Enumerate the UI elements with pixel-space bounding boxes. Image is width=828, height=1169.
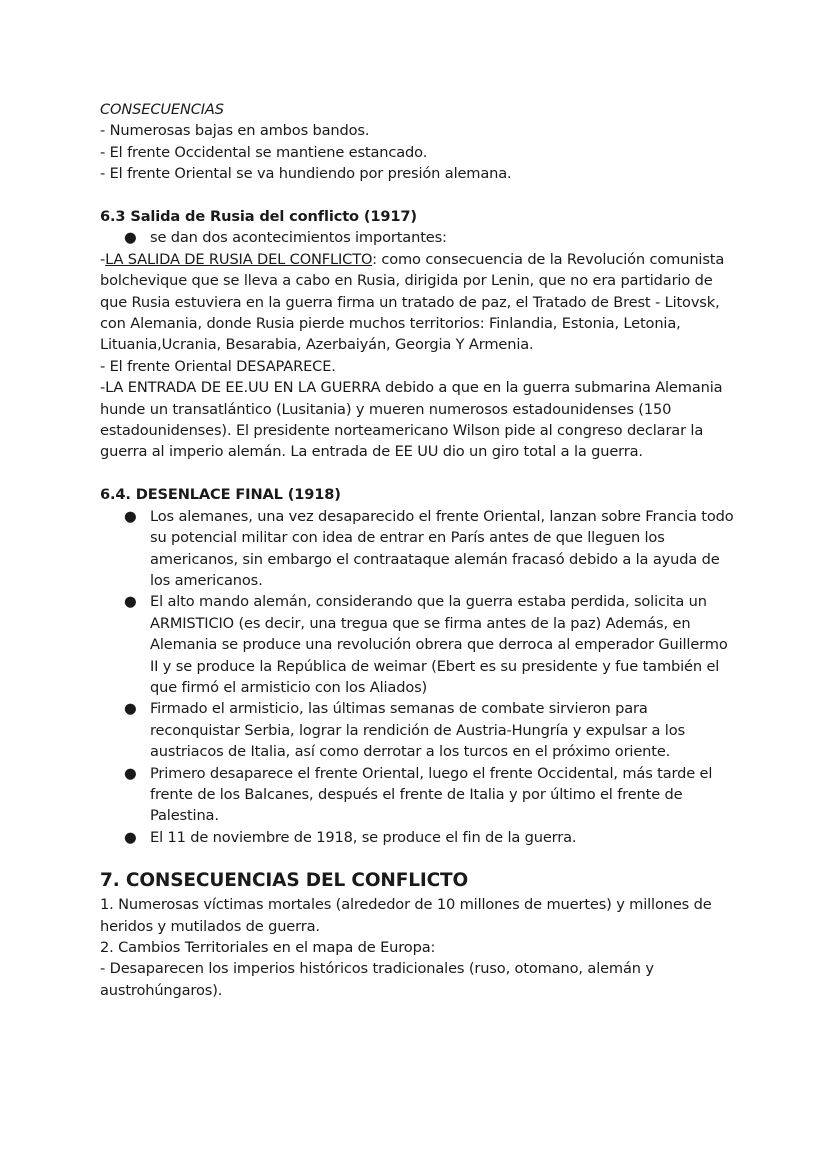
spacer (100, 463, 740, 484)
list-item (100, 827, 740, 848)
bullet-icon: ● (124, 229, 137, 247)
section-7-line: 1. Numerosas víctimas mortales (alrededor de 10 millones de muertes) y millones de heridos y mutilados de guerra. (100, 896, 712, 935)
list-item-text: Los alemanes, una vez desaparecido el frente Oriental, lanzan sobre Francia todo su potencial militar con idea de entrar en París antes de que lleguen los americanos, sin embargo el contraataque alemán fracasó debido a la ayuda de los americanos. (150, 507, 734, 589)
paragraph-text: : como consecuencia de la Revolución comunista bolchevique que se lleva a cabo en Rusia, dirigida por Lenin, que no era partidario de que Rusia estuviera en la guerra firma un tratado de paz, el Tratado de Brest - Litovsk, con Alemania, donde Rusia pierde muchos territorios: Finlandia, Estonia, Letonia, Lituania,Ucrania, Besarabia, Azerbaiyán, Georgia Y Armenia. (100, 250, 725, 354)
dash-prefix: - (100, 250, 106, 268)
list-item (100, 506, 740, 592)
section-6-4-heading: 6.4. DESENLACE FINAL (1918) (100, 486, 341, 504)
bullet-icon: ● (124, 593, 137, 611)
section-7-heading: 7. CONSECUENCIAS DEL CONFLICTO (100, 870, 469, 892)
list-item (100, 698, 740, 762)
spacer (100, 185, 740, 206)
bullet-icon: ● (124, 700, 137, 718)
list-item-text: Firmado el armisticio, las últimas semanas de combate sirvieron para reconquistar Serbia, lograr la rendición de Austria-Hungría y expulsar a los austriacos de Italia, así como derrotar a los turcos en el próximo oriente. (150, 700, 685, 761)
list-item-text: El alto mando alemán, considerando que la guerra estaba perdida, solicita un ARMISTICIO (es decir, una tregua que se firma antes de la paz) Además, en Alemania se produce una revolución obrera que derroca al emperador Guillermo II y se produce la República de weimar (Ebert es su presidente y fue también el que firmó el armisticio con los Aliados) (150, 593, 728, 696)
bullet-icon: ● (124, 507, 137, 525)
spacer (100, 848, 740, 868)
section-6-3-paragraph-usa: -LA ENTRADA DE EE.UU EN LA GUERRA debido a que en la guerra submarina Alemania hunde un transatlántico (Lusitania) y mueren numerosos estadounidenses (150 estadounidenses). El presidente norteamericano Wilson pide al congreso declarar la guerra al imperio alemán. La entrada de EE UU dio un giro total a la guerra. (100, 379, 723, 461)
consecuencias-title: CONSECUENCIAS (100, 101, 224, 118)
consecuencias-line: - El frente Occidental se mantiene estancado. (100, 143, 428, 161)
section-6-3-paragraph-russia (100, 249, 740, 356)
list-item-text: Primero desaparece el frente Oriental, luego el frente Occidental, más tarde el frente de los Balcanes, después el frente de Italia y por último el frente de Palestina. (150, 764, 713, 825)
list-item (100, 763, 740, 827)
section-7-line: 2. Cambios Territoriales en el mapa de Europa: (100, 939, 436, 956)
bullet-icon: ● (124, 828, 137, 846)
consecuencias-line: - Numerosas bajas en ambos bandos. (100, 122, 370, 140)
section-7-line: - Desaparecen los imperios históricos tradicionales (ruso, otomano, alemán y austrohúngaros). (100, 960, 654, 999)
list-item (100, 591, 740, 698)
list-item (100, 227, 740, 248)
document-body (100, 99, 740, 1001)
consecuencias-line: - El frente Oriental se va hundiendo por presión alemana. (100, 165, 512, 183)
list-item-text: El 11 de noviembre de 1918, se produce el fin de la guerra. (150, 828, 577, 846)
bullet-icon: ● (124, 764, 137, 782)
section-6-3-heading: 6.3 Salida de Rusia del conflicto (1917) (100, 208, 417, 226)
list-item-text: se dan dos acontecimientos importantes: (150, 229, 447, 247)
section-6-4-bullet-list (100, 506, 740, 849)
section-6-3-bullet-list (100, 227, 740, 248)
section-6-3-paragraph-east-front: - El frente Oriental DESAPARECE. (100, 357, 336, 375)
underlined-phrase: LA SALIDA DE RUSIA DEL CONFLICTO (105, 250, 373, 268)
